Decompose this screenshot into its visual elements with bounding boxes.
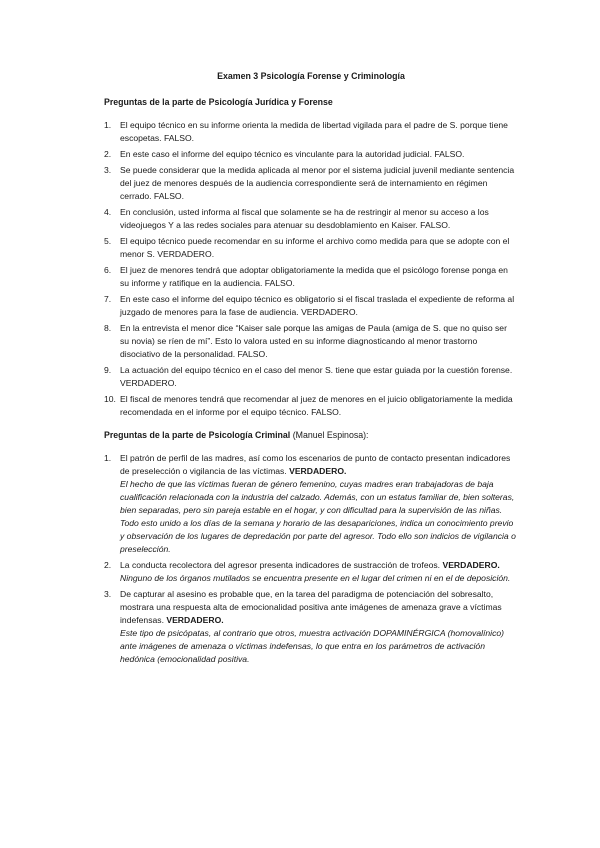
section-heading-juridica: Preguntas de la parte de Psicología Jurídica y Forense [104, 97, 333, 107]
item-number: 1. [104, 453, 112, 463]
list-item [104, 148, 518, 161]
list-item [104, 293, 518, 319]
document-title: Examen 3 Psicología Forense y Criminología [217, 71, 405, 81]
item-number: 3. [104, 589, 112, 599]
item-explanation: El hecho de que las víctimas fueran de género femenino, cuyas madres eran trabajadoras de baja cualificación relacionada con la industria del calzado. Además, con un estatus familiar de, bien solteras, bien separadas, pero sin pareja estable en el hogar, y con dificultad para la supervisión de las niñas. Todo esto unido a los días de la semana y horario de las desapariciones, indica un conocimiento previo y observación de los lugares de depredación por parte del agresor. Todo ello son indicios de vigilancia o preselección. [120, 479, 516, 554]
item-number: 5. [104, 236, 112, 246]
item-text: El patrón de perfil de las madres, así como los escenarios de punto de contacto presentan indicadores de preselección o vigilancia de las víctimas. [120, 453, 511, 476]
list-item [104, 206, 518, 232]
list-item [104, 364, 518, 390]
item-number: 10. [104, 394, 116, 404]
list-item [104, 164, 518, 203]
item-number: 1. [104, 120, 112, 130]
item-explanation: Este tipo de psicópatas, al contrario que otros, muestra activación DOPAMINÉRGICA (homovalínico) ante imágenes de amenaza o víctimas indefensas, lo que entra en los parámetros de activación hedónica (emocionalidad positiva. [120, 628, 505, 664]
item-text: El fiscal de menores tendrá que recomendar al juez de menores en el juicio obligatoriamente la medida recomendada en el informe por el equipo técnico. FALSO. [120, 394, 513, 417]
item-number: 8. [104, 323, 112, 333]
item-number: 7. [104, 294, 112, 304]
list-item [104, 393, 518, 419]
item-text: De capturar al asesino es probable que, en la tarea del paradigma de potenciación del sobresalto, mostrara una respuesta alta de emocionalidad positiva ante imágenes de amenaza grave a víctimas indefensas. [120, 589, 502, 625]
section-heading-criminal-author: (Manuel Espinosa): [290, 430, 369, 440]
item-number: 3. [104, 165, 112, 175]
item-text: El equipo técnico en su informe orienta la medida de libertad vigilada para el padre de S. porque tiene escopetas. FALSO. [120, 120, 508, 143]
item-text: La actuación del equipo técnico en el caso del menor S. tiene que estar guiada por la cuestión forense. VERDADERO. [120, 365, 513, 388]
section-heading-criminal [104, 429, 518, 442]
item-number: 2. [104, 149, 112, 159]
item-text: El equipo técnico puede recomendar en su informe el archivo como medida para que se adopte con el menor S. VERDADERO. [120, 236, 510, 259]
list-item [104, 588, 518, 666]
item-answer: VERDADERO. [289, 466, 347, 476]
list-item [104, 119, 518, 145]
item-number: 2. [104, 560, 112, 570]
section-heading-criminal-title: Preguntas de la parte de Psicología Criminal [104, 430, 291, 440]
document-page [104, 70, 518, 669]
item-explanation: Ninguno de los órganos mutilados se encuentra presente en el lugar del crimen ni en el de deposición. [120, 573, 511, 583]
item-number: 4. [104, 207, 112, 217]
list-item [104, 264, 518, 290]
item-text: Se puede considerar que la medida aplicada al menor por el sistema judicial juvenil mediante sentencia del juez de menores después de la audiencia correspondiente será de internamiento en régimen cerrado. FALSO. [120, 165, 515, 201]
list-item [104, 322, 518, 361]
list-item [104, 452, 518, 556]
question-list-juridica [104, 119, 518, 419]
item-text: El juez de menores tendrá que adoptar obligatoriamente la medida que el psicólogo forense ponga en su informe y ratifique en la audiencia. FALSO. [120, 265, 508, 288]
item-text: En este caso el informe del equipo técnico es obligatorio si el fiscal traslada el expediente de reforma al juzgado de menores para la fase de audiencia. VERDADERO. [120, 294, 515, 317]
item-number: 9. [104, 365, 112, 375]
item-answer: VERDADERO. [166, 615, 224, 625]
item-answer: VERDADERO. [442, 560, 500, 570]
item-text: En este caso el informe del equipo técnico es vinculante para la autoridad judicial. FALSO. [120, 149, 465, 159]
item-text: En la entrevista el menor dice “Kaiser sale porque las amigas de Paula (amiga de S. que no quiso ser su novia) se ríen de mí”. Esto lo valora usted en su informe diagnosticando al menor trastorno disociativo de la personalidad. FALSO. [120, 323, 507, 359]
list-item [104, 235, 518, 261]
item-number: 6. [104, 265, 112, 275]
item-text: En conclusión, usted informa al fiscal que solamente se ha de restringir al menor su acceso a los videojuegos Y a las redes sociales para atenuar su desdoblamiento en Kaiser. FALSO. [120, 207, 489, 230]
list-item [104, 559, 518, 585]
question-list-criminal [104, 452, 518, 666]
item-text: La conducta recolectora del agresor presenta indicadores de sustracción de trofeos. [120, 560, 443, 570]
